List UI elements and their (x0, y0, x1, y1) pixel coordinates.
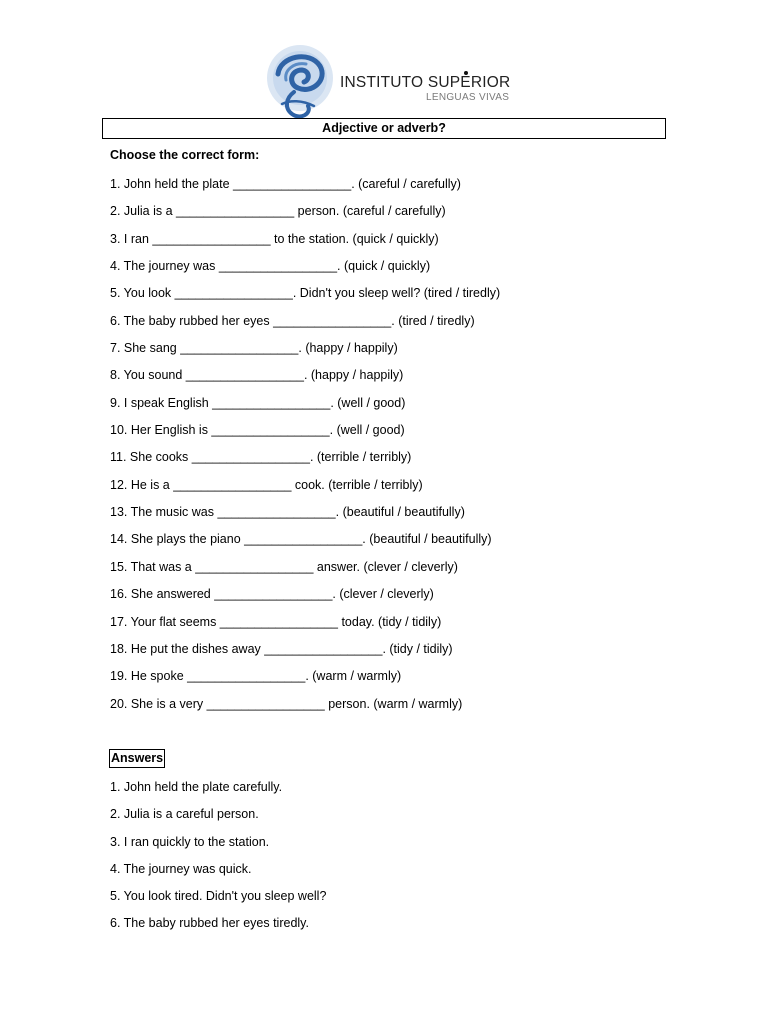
question-item: 2. Julia is a _________________ person. (careful / carefully) (110, 204, 446, 219)
institution-logo (264, 44, 511, 120)
question-item: 14. She plays the piano _________________. (beautiful / beautifully) (110, 532, 492, 547)
question-item: 19. He spoke _________________. (warm / warmly) (110, 669, 402, 684)
answer-item: 2. Julia is a careful person. (110, 807, 259, 822)
question-item: 10. Her English is _________________. (well / good) (110, 423, 405, 438)
question-item: 12. He is a _________________ cook. (terrible / terribly) (110, 477, 423, 492)
question-item: 7. She sang _________________. (happy / happily) (110, 341, 398, 356)
answers-heading: Answers (109, 749, 165, 768)
spiral-wave-logo-icon (264, 44, 336, 120)
question-item: 5. You look _________________. Didn't you sleep well? (tired / tiredly) (110, 286, 501, 301)
question-item: 6. The baby rubbed her eyes _________________. (tired / tiredly) (110, 313, 475, 328)
instruction-text: Choose the correct form: (110, 148, 260, 162)
question-item: 16. She answered _________________. (clever / cleverly) (110, 587, 434, 602)
answer-item: 4. The journey was quick. (110, 861, 252, 876)
answer-item: 1. John held the plate carefully. (110, 780, 283, 794)
question-list (110, 175, 500, 722)
question-item: 1. John held the plate _________________. (careful / carefully) (110, 177, 461, 191)
question-item: 20. She is a very _________________ person. (warm / warmly) (110, 696, 463, 711)
question-item: 17. Your flat seems _________________ today. (tidy / tidily) (110, 614, 442, 629)
question-item: 13. The music was _________________. (beautiful / beautifully) (110, 505, 465, 520)
question-item: 4. The journey was _________________. (quick / quickly) (110, 259, 431, 274)
question-item: 8. You sound _________________. (happy / happily) (110, 368, 404, 383)
question-item: 3. I ran _________________ to the station. (quick / quickly) (110, 231, 439, 246)
institution-subtitle: LENGUAS VIVAS (426, 92, 510, 103)
question-item: 9. I speak English _________________. (well / good) (110, 395, 406, 410)
question-item: 15. That was a _________________ answer. (clever / cleverly) (110, 559, 458, 574)
answer-item: 3. I ran quickly to the station. (110, 834, 270, 849)
institution-name: INSTITUTO SUPERIOR (340, 74, 511, 91)
answer-item: 5. You look tired. Didn't you sleep well? (110, 889, 327, 904)
question-item: 11. She cooks _________________. (terrible / terribly) (110, 450, 412, 465)
worksheet-title: Adjective or adverb? (102, 118, 666, 139)
answer-item: 6. The baby rubbed her eyes tiredly. (110, 916, 309, 931)
question-item: 18. He put the dishes away _________________. (tidy / tidily) (110, 641, 453, 656)
answer-list (110, 778, 326, 942)
